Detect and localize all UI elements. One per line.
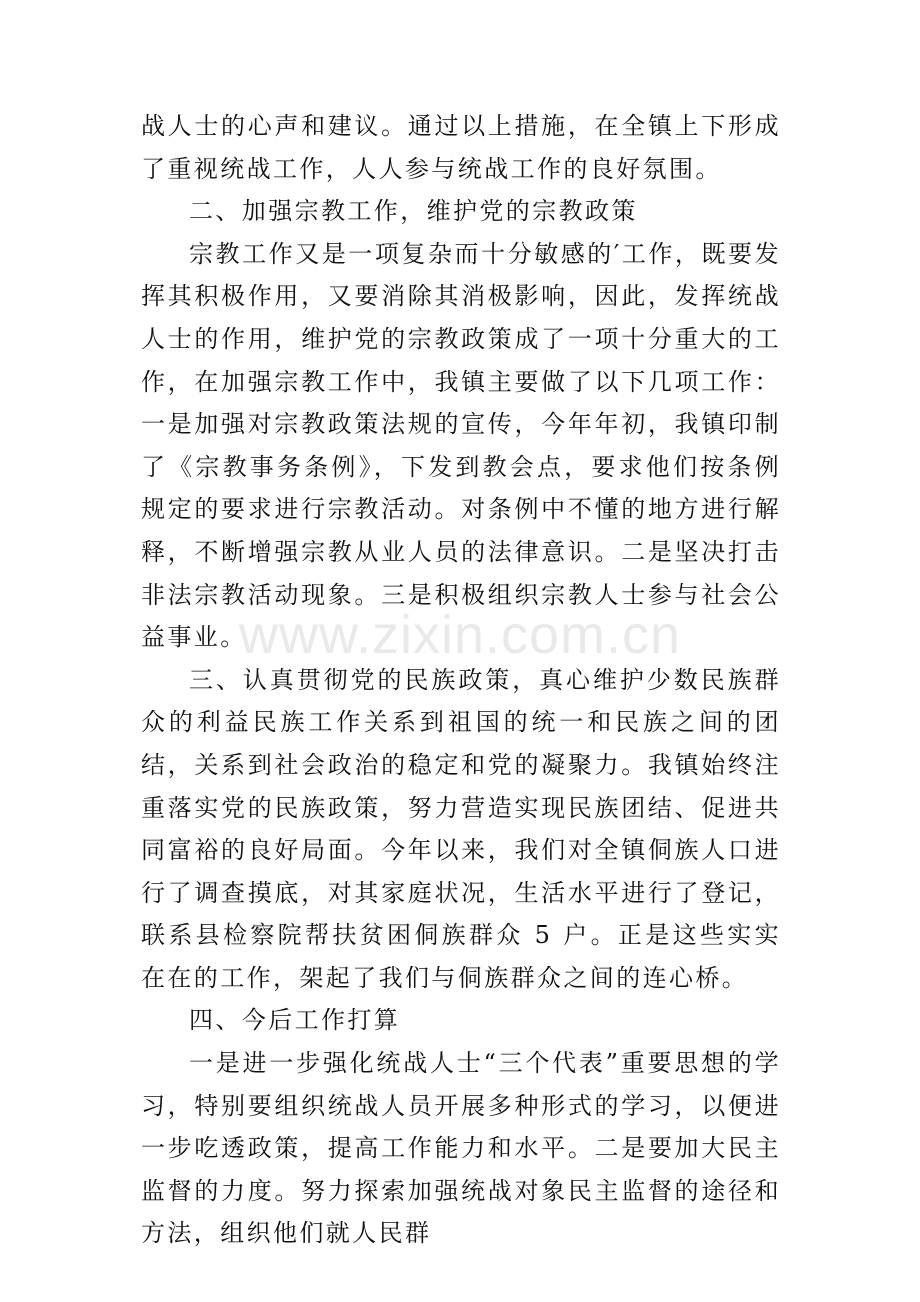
- paragraph-religion-work: 宗教工作又是一项复杂而十分敏感的′工作，既要发挥其积极作用，又要消除其消极影响，因此，发挥统战人士的作用，维护党的宗教政策成了一项十分重大的工作，在加强宗教工作中，我镇主要做了以下几项工作：一是加强对宗教政策法规的宣传，今年年初，我镇印制了《宗教事务条例》，下发到教会点，要求他们按条例规定的要求进行宗教活动。对条例中不懂的地方进行解释，不断增强宗教从业人员的法律意识。二是坚决打击非法宗教活动现象。三是积极组织宗教人士参与社会公益事业。: [141, 239, 781, 652]
- paragraph-continuation: 战人士的心声和建议。通过以上措施，在全镇上下形成了重视统战工作，人人参与统战工作的良好氛围。: [141, 112, 781, 183]
- document-body: [141, 105, 781, 1255]
- site-watermark: www.zixin.com.cn: [238, 605, 682, 665]
- paragraph-future-plans: 一是进一步强化统战人士“三个代表”重要思想的学习，特别要组织统战人员开展多种形式的学习，以便进一步吃透政策，提高工作能力和水平。二是要加大民主监督的力度。努力探索加强统战对象民主监督的途径和方法，组织他们就人民群: [141, 1049, 781, 1248]
- section-heading-future-plans: 四、今后工作打算: [189, 1006, 401, 1035]
- paragraph-ethnic-policy: 三、认真贯彻党的民族政策，真心维护少数民族群众的利益民族工作关系到祖国的统一和民族之间的团结，关系到社会政治的稳定和党的凝聚力。我镇始终注重落实党的民族政策，努力营造实现民族团结、促进共同富裕的良好局面。今年以来，我们对全镇侗族人口进行了调查摸底，对其家庭状况，生活水平进行了登记，联系县检察院帮扶贫困侗族群众 5 户。正是这些实实在在的工作，架起了我们与侗族群众之间的连心桥。: [141, 665, 781, 992]
- section-heading-religion: 二、加强宗教工作，维护党的宗教政策: [189, 197, 638, 226]
